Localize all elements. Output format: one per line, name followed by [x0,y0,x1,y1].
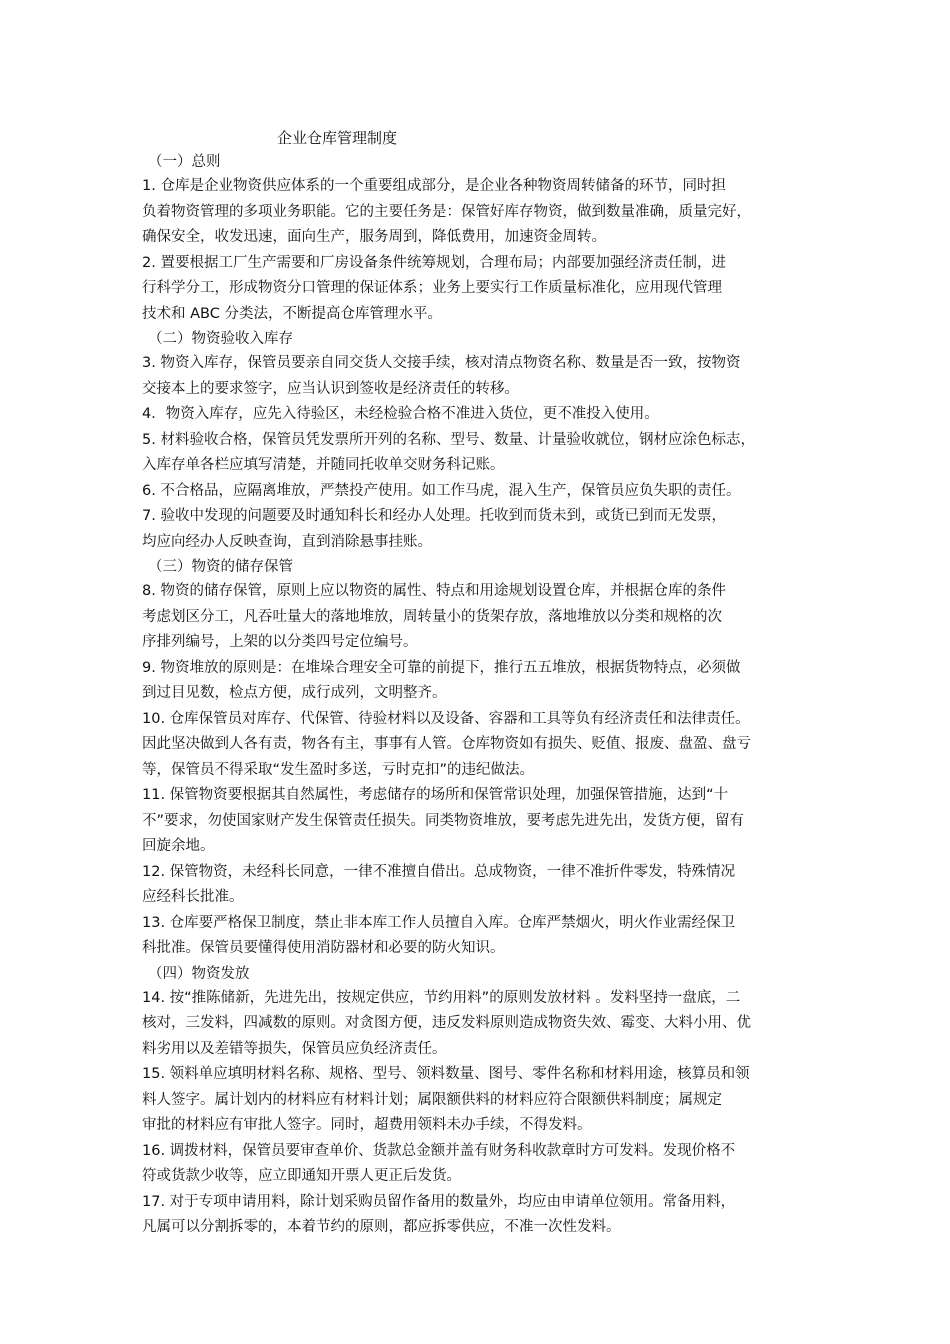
paragraph-line: 序排列编号，上架的以分类四号定位编号。 [142,634,418,650]
paragraph-line: 入库存单各栏应填写清楚，并随同托收单交财务科记账。 [142,457,505,473]
paragraph-line: 因此坚决做到人各有责，物各有主，事事有人管。仓库物资如有损失、贬值、报废、盘盈、盘亏 [142,736,751,752]
paragraph-line: 核对，三发料，四减数的原则。对贪图方便，违反发料原则造成物资失效、霉变、大料小用、优 [142,1015,751,1031]
paragraph-line: 负着物资管理的多项业务职能。它的主要任务是：保管好库存物资，做到数量准确，质量完好， [142,203,751,220]
paragraph-line: 5. 材料验收合格，保管员凭发票所开列的名称、型号、数量、计量验收就位，钢材应涂色标志， [142,431,755,448]
paragraph-line: 14. 按“推陈储新，先进先出，按规定供应，节约用料”的原则发放材料 。发料坚持一盘底，二 [142,989,741,1006]
article-paragraph [142,351,832,402]
paragraph-line: 3. 物资入库存，保管员要亲自同交货人交接手续，核对清点物资名称、数量是否一致，按物资 [142,355,741,371]
article-paragraph [142,1190,832,1241]
article-paragraph [142,579,832,656]
section-heading: （一）总则 [148,154,221,170]
paragraph-line: 12. 保管物资，未经科长同意，一律不准擅自借出。总成物资，一律不准折件零发，特殊情况 [142,863,736,880]
article-paragraph [142,1139,832,1190]
article-paragraph [142,783,832,860]
article-paragraph [142,402,832,428]
paragraph-line: 9. 物资堆放的原则是：在堆垛合理安全可靠的前提下，推行五五堆放，根据货物特点，必须做 [142,659,741,676]
article-paragraph [142,860,832,911]
paragraph-line: 审批的材料应有审批人签字。同时，超费用领料未办手续，不得发料。 [142,1117,592,1133]
paragraph-line: 行科学分工，形成物资分口管理的保证体系；业务上要实行工作质量标准化，应用现代管理 [142,280,722,296]
paragraph-line: 符或货款少收等，应立即通知开票人更正后发货。 [142,1168,461,1184]
article-paragraph [142,986,832,1063]
paragraph-line: 7. 验收中发现的问题要及时通知科长和经办人处理。托收到而货未到，或货已到而无发票， [142,508,726,524]
paragraph-line: 等，保管员不得采取“发生盈时多送，亏时克扣”的违纪做法。 [142,761,535,778]
paragraph-line: 1. 仓库是企业物资供应体系的一个重要组成部分，是企业各种物资周转储备的环节，同时担 [142,178,726,194]
paragraph-line: 科批准。保管员要懂得使用消防器材和必要的防火知识。 [142,940,505,956]
paragraph-line: 16. 调拨材料，保管员要审查单价、货款总金额并盖有财务科收款章时方可发料。发现价格不 [142,1142,736,1159]
paragraph-line: 15. 领料单应填明材料名称、规格、型号、领料数量、图号、零件名称和材料用途，核算员和领 [142,1066,750,1082]
paragraph-line: 考虑划区分工，凡吞吐量大的落地堆放，周转量小的货架存放，落地堆放以分类和规格的次 [142,608,722,625]
paragraph-line: 17. 对于专项申请用料，除计划采购员留作备用的数量外，均应由申请单位领用。常备用料， [142,1193,736,1210]
paragraph-line: 交接本上的要求签字，应当认识到签收是经济责任的转移。 [142,380,519,397]
section-heading: （四）物资发放 [148,965,250,982]
paragraph-line: 4．物资入库存，应先入待验区，未经检验合格不准进入货位，更不准投入使用。 [142,406,659,422]
paragraph-line: 均应向经办人反映查询，直到消除悬事挂账。 [142,533,432,550]
document-title: 企业仓库管理制度 [277,129,398,147]
article-paragraph [142,479,832,505]
article-paragraph [142,1062,832,1139]
paragraph-line: 13. 仓库要严格保卫制度，禁止非本库工作人员擅自入库。仓库严禁烟火，明火作业需经保卫 [142,914,736,931]
paragraph-line: 6. 不合格品，应隔离堆放，严禁投产使用。如工作马虎，混入生产，保管员应负失职的责任。 [142,482,741,499]
article-paragraph [142,656,832,707]
article-paragraph [142,251,832,328]
paragraph-line: 应经科长批准。 [142,889,244,905]
paragraph-line: 8. 物资的储存保管，原则上应以物资的属性、特点和用途规划设置仓库，并根据仓库的条件 [142,583,726,599]
paragraph-line: 不”要求，勿使国家财产发生保管责任损失。同类物资堆放，要考虑先进先出，发货方便，留有 [142,812,745,829]
section-heading: （三）物资的储存保管 [148,559,293,575]
article-paragraph [142,428,832,479]
paragraph-line: 凡属可以分割拆零的，本着节约的原则，都应拆零供应，不准一次性发料。 [142,1219,621,1235]
paragraph-line: 2. 置要根据工厂生产需要和厂房设备条件统筹规划，合理布局；内部要加强经济责任制，进 [142,254,726,271]
article-paragraph [142,707,832,784]
paragraph-line: 回旋余地。 [142,838,215,854]
article-paragraph [142,911,832,962]
paragraph-line: 技术和 ABC 分类法，不断提高仓库管理水平。 [142,305,442,322]
article-paragraph [142,504,832,555]
paragraph-line: 11. 保管物资要根据其自然属性，考虑储存的场所和保管常识处理，加强保管措施，达到“十 [142,787,729,803]
section-heading: （二）物资验收入库存 [148,331,293,347]
paragraph-line: 确保安全，收发迅速，面向生产，服务周到，降低费用，加速资金周转。 [142,229,606,245]
paragraph-line: 到过目见数，检点方便，成行成列，文明整齐。 [142,685,447,701]
paragraph-line: 10. 仓库保管员对库存、代保管、待验材料以及设备、容器和工具等负有经济责任和法律责任。 [142,710,750,727]
paragraph-line: 料人签字。属计划内的材料应有材料计划；属限额供料的材料应符合限额供料制度；属规定 [142,1091,722,1108]
article-paragraph [142,174,832,251]
paragraph-line: 料劣用以及差错等损失，保管员应负经济责任。 [142,1040,447,1057]
document-body [142,150,832,1241]
